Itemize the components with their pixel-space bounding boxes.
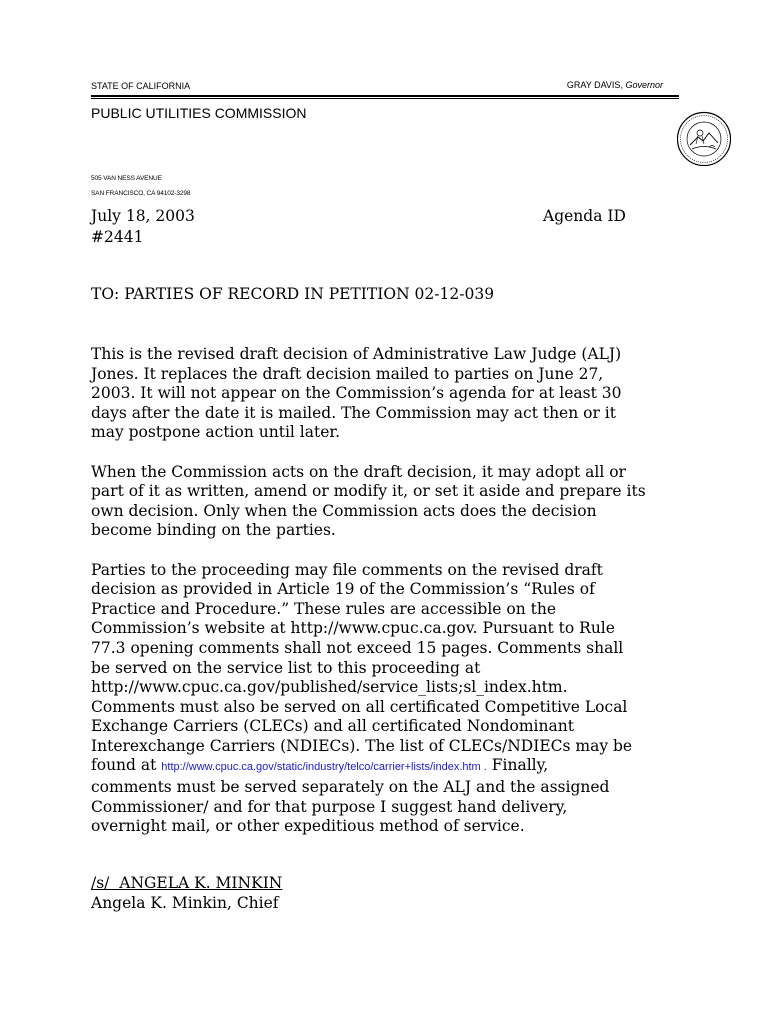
state-of-california-header: STATE OF CALIFORNIA [91, 81, 191, 91]
letter-date: July 18, 2003 [91, 207, 195, 225]
governor-header [567, 80, 663, 90]
date-agenda-block [91, 206, 651, 248]
paragraph-3-start: Parties to the proceeding may file comments on the revised draft decision as provided in Article 19 of the Commission’s “Rules of Practice and Procedure.” These rules are accessible on the Commission’s website at http://www.cpuc.ca.gov. Pursuant to Rule 77.3 opening comments shall not exceed 15 pages. Comments shall be served on the service list to this proceeding at http://www.cpuc.ca.gov/published/service_lists;sl_index.htm. Comments must also be served on all certificated Competitive Local Exchange Carriers (CLECs) and all certificated Nondominant Interexchange Carriers (NDIECs). The list of CLECs/NDIECs may be found at [91, 560, 633, 775]
address-street: 505 VAN NESS AVENUE [91, 175, 162, 182]
governor-title: Governor [625, 80, 663, 90]
signed-line: /s/ ANGELA K. MINKIN [91, 874, 283, 892]
agenda-number: #2441 [91, 228, 144, 246]
header-rule [91, 95, 679, 99]
paragraph-3 [91, 561, 691, 837]
carrier-lists-link[interactable]: http://www.cpuc.ca.gov/static/industry/telco/carrier+lists/index.htm . [161, 761, 487, 774]
agenda-label: Agenda ID [543, 207, 626, 225]
address-city: SAN FRANCISCO, CA 94102-3298 [91, 190, 191, 197]
governor-name: GRAY DAVIS, [566, 80, 623, 90]
state-seal-icon [676, 111, 732, 167]
paragraph-3-end: Finally, comments must be served separately on the ALJ and the assigned Commissioner/ and for that purpose I suggest hand delivery, overnight mail, or other expeditious method of service. [91, 756, 610, 836]
commission-name: PUBLIC UTILITIES COMMISSION [91, 105, 307, 121]
paragraph-1: This is the revised draft decision of Administrative Law Judge (ALJ) Jones. It replaces the draft decision mailed to parties on June 27, 2003. It will not appear on the Commission’s agenda for at least 30 days after the date it is mailed. The Commission may act then or it may postpone action until later. [91, 345, 622, 442]
addressee-line: TO: PARTIES OF RECORD IN PETITION 02-12-039 [91, 285, 495, 303]
letter-body [91, 345, 691, 856]
signer-name-title: Angela K. Minkin, Chief [91, 894, 279, 912]
paragraph-2: When the Commission acts on the draft decision, it may adopt all or part of it as written, amend or modify it, or set it aside and prepare its own decision. Only when the Commission acts does the decision become binding on the parties. [91, 462, 646, 540]
signature-block [91, 873, 282, 913]
